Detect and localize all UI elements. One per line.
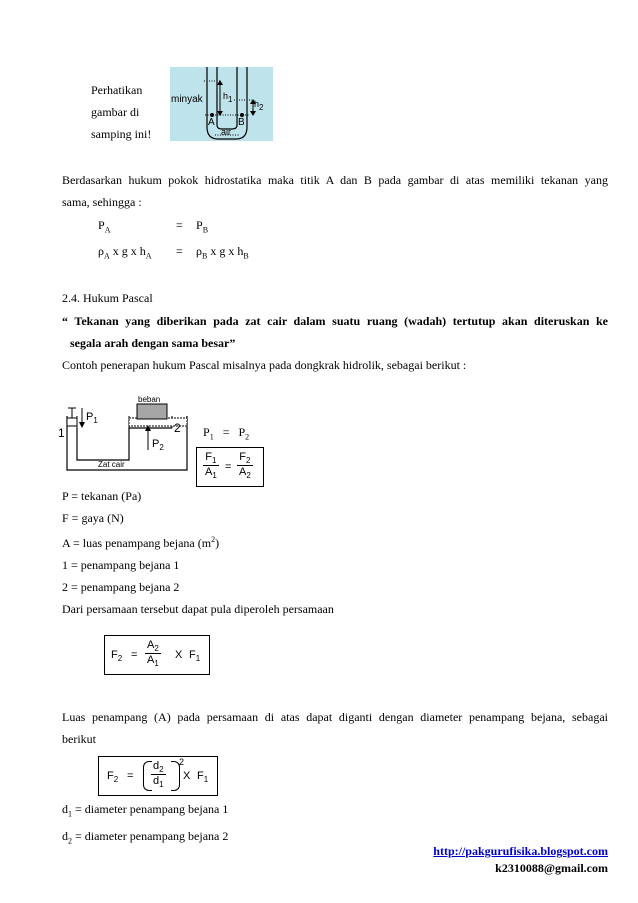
eq2-right-mid: x g x h bbox=[207, 244, 244, 258]
load-block bbox=[137, 404, 167, 419]
eq2-left-rho: ρ bbox=[98, 244, 104, 258]
frac-a2 bbox=[237, 466, 253, 480]
eq2-left-h-sub: A bbox=[145, 251, 152, 261]
fraction-f2-a2 bbox=[237, 451, 253, 480]
eq2-right-h-sub: B bbox=[243, 251, 249, 261]
eq1-left: P bbox=[98, 218, 105, 232]
frac-f2 bbox=[237, 451, 253, 466]
formula2-den-sub: 1 bbox=[159, 780, 164, 790]
equation-hydrostatic-right bbox=[196, 240, 249, 267]
pascal-quote-line-2: segala arah dengan sama besar” bbox=[70, 336, 236, 350]
label-a: A bbox=[208, 117, 215, 128]
formula2-eq: = bbox=[127, 770, 134, 782]
u-tube-figure bbox=[170, 67, 273, 141]
footer-url-link[interactable]: http://pakgurufisika.blogspot.com bbox=[433, 844, 608, 858]
formula1-lhs-sub: 2 bbox=[117, 654, 123, 664]
diameter-def-2-sub: 2 bbox=[68, 836, 72, 846]
formula2-num-sub: 2 bbox=[159, 765, 164, 775]
definition-a-text: A = luas penampang bejana (m bbox=[62, 536, 212, 550]
equation-hydrostatic-left bbox=[98, 240, 152, 267]
label-h2-sub: 2 bbox=[259, 102, 264, 112]
paragraph-hidrostatika bbox=[62, 169, 608, 191]
formula1-times: X bbox=[175, 649, 183, 661]
formula1-num bbox=[145, 639, 161, 654]
label-h2-text: h bbox=[254, 99, 260, 109]
formula1-num-text: A bbox=[147, 639, 155, 651]
label-p2-text: P bbox=[152, 438, 160, 450]
diameter-def-1-text: = diameter penampang bejana 1 bbox=[72, 802, 229, 816]
frac-a1-sub: 1 bbox=[212, 471, 217, 481]
diameter-def-1 bbox=[62, 798, 608, 825]
definition-a-after: ) bbox=[215, 536, 220, 550]
formula1-f bbox=[189, 649, 200, 663]
paragraph-hidrostatika-line-2-wrap bbox=[62, 191, 608, 213]
frac-a1 bbox=[203, 466, 219, 480]
formula2-lhs bbox=[107, 770, 118, 784]
definition-f: F = gaya (N) bbox=[62, 511, 124, 525]
eq1-right: P bbox=[196, 218, 203, 232]
intro-line-3: samping ini! bbox=[91, 127, 152, 141]
formula2-f-sub: 1 bbox=[203, 775, 209, 785]
eq1-left-sub: A bbox=[104, 225, 111, 235]
frac-f2-text: F bbox=[239, 451, 247, 463]
label-p2 bbox=[152, 438, 164, 452]
equation-pressure-eq: = bbox=[176, 218, 183, 232]
intro-text bbox=[91, 79, 151, 145]
formula-box-diameter bbox=[98, 756, 218, 796]
pascal-p1-sub: 1 bbox=[209, 432, 214, 442]
formula2-power: 2 bbox=[179, 757, 185, 767]
label-vessel-1: 1 bbox=[58, 426, 65, 440]
formula-box-area bbox=[104, 635, 210, 675]
frac-eq-sign: = bbox=[225, 461, 232, 473]
formula2-times: X bbox=[183, 770, 191, 782]
paragraph-diameter-line-2: berikut bbox=[62, 732, 96, 746]
formula2-num bbox=[151, 760, 166, 775]
pascal-example-text: Contoh penerapan hukum Pascal misalnya pada dongkrak hidrolik, sebagai berikut : bbox=[62, 358, 467, 372]
pascal-fraction-box bbox=[196, 447, 264, 487]
frac-f1-a1 bbox=[203, 451, 219, 480]
pascal-p2-sub: 2 bbox=[245, 432, 250, 442]
diameter-def-2-text: = diameter penampang bejana 2 bbox=[72, 829, 229, 844]
frac-f2-sub: 2 bbox=[246, 456, 251, 466]
formula1-lhs-text: F bbox=[111, 649, 118, 661]
fraction-f1-a1 bbox=[203, 451, 219, 480]
pascal-p2: P bbox=[238, 425, 246, 439]
paragraph-hidrostatika-line-2: sama, sehingga : bbox=[62, 195, 142, 209]
pascal-p1: P bbox=[203, 425, 210, 439]
label-h2 bbox=[254, 99, 263, 112]
label-beban: beban bbox=[138, 395, 161, 404]
label-vessel-2: 2 bbox=[174, 421, 181, 435]
formula2-den bbox=[151, 775, 166, 789]
diameter-def-1-sym: d bbox=[62, 802, 68, 816]
formula1-lhs bbox=[111, 649, 122, 663]
label-b: B bbox=[238, 117, 245, 128]
label-p1-sub: 1 bbox=[93, 416, 98, 426]
formula2-lhs-sub: 2 bbox=[113, 775, 119, 785]
formula1-eq: = bbox=[131, 649, 138, 661]
label-minyak: minyak bbox=[171, 94, 203, 105]
frac-a2-sub: 2 bbox=[246, 471, 251, 481]
formula1-fraction bbox=[145, 639, 161, 668]
label-h1-sub: 1 bbox=[228, 94, 233, 104]
label-air: air bbox=[221, 127, 232, 137]
paragraph-diameter-line-1: Luas penampang (A) pada persamaan di atas dapat diganti dengan diameter penampang bejana, sebagai bbox=[62, 710, 608, 724]
hydraulic-jack-drawing bbox=[58, 390, 198, 482]
definition-p: P = tekanan (Pa) bbox=[62, 489, 142, 503]
label-zat-cair: Zat cair bbox=[98, 460, 125, 469]
frac-f1-sub: 1 bbox=[212, 456, 217, 466]
label-p1-text: P bbox=[86, 411, 94, 423]
eq2-left-rho-sub: A bbox=[104, 251, 110, 261]
hydraulic-jack-figure bbox=[58, 390, 198, 482]
formula2-fraction bbox=[151, 760, 166, 789]
label-h1-text: h bbox=[223, 91, 229, 101]
formula2-lhs-text: F bbox=[107, 770, 114, 782]
label-p2-sub: 2 bbox=[159, 443, 164, 453]
equation-pressure-right bbox=[196, 214, 208, 241]
definition-1: 1 = penampang bejana 1 bbox=[62, 558, 180, 572]
pascal-quote-line-1: “ Tekanan yang diberikan pada zat cair dalam suatu ruang (wadah) tertutup akan diteruskan ke bbox=[62, 314, 608, 328]
formula2-num-text: d bbox=[153, 760, 160, 772]
formula1-den-text: A bbox=[147, 654, 155, 667]
pascal-equation-pressure bbox=[203, 425, 249, 441]
definition-2: 2 = penampang bejana 2 bbox=[62, 580, 180, 594]
diameter-def-1-sub: 1 bbox=[68, 809, 72, 819]
frac-a1-text: A bbox=[205, 466, 213, 479]
section-heading: 2.4. Hukum Pascal bbox=[62, 291, 153, 305]
label-p1 bbox=[86, 411, 98, 425]
formula1-f-text: F bbox=[189, 649, 196, 661]
pascal-eq-sign: = bbox=[222, 425, 230, 439]
formula2-f bbox=[197, 770, 208, 784]
frac-f1-text: F bbox=[205, 451, 213, 463]
frac-f1 bbox=[203, 451, 219, 466]
frac-f2-a2 bbox=[237, 451, 253, 480]
eq2-left-mid: x g x h bbox=[109, 244, 146, 258]
definition-a-sup: 2 bbox=[211, 535, 216, 544]
derivation-text: Dari persamaan tersebut dapat pula diperoleh persamaan bbox=[62, 602, 334, 616]
definition-a bbox=[62, 529, 608, 554]
footer-email: k2310088@gmail.com bbox=[495, 861, 608, 875]
definitions-list bbox=[62, 485, 608, 620]
eq2-right-rho-sub: B bbox=[202, 251, 208, 261]
intro-line-2: gambar di bbox=[91, 105, 140, 119]
footer bbox=[433, 843, 608, 877]
formula2-den-text: d bbox=[153, 775, 160, 788]
formula1-f-sub: 1 bbox=[195, 654, 201, 664]
eq1-right-sub: B bbox=[202, 225, 209, 235]
diameter-def-2-sym: d bbox=[62, 829, 68, 844]
formula1-den bbox=[145, 654, 161, 668]
formula1-num-sub: 2 bbox=[154, 644, 159, 654]
formula2-f-text: F bbox=[197, 770, 204, 782]
label-h1 bbox=[223, 91, 232, 104]
equation-pressure bbox=[98, 214, 110, 241]
formula1-den-sub: 1 bbox=[154, 659, 159, 669]
paragraph-hidrostatika-line-1: Berdasarkan hukum pokok hidrostatika maka titik A dan B pada gambar di atas memiliki tekanan yang bbox=[62, 173, 608, 187]
eq2-right-rho: ρ bbox=[196, 244, 202, 258]
frac-a2-text: A bbox=[239, 466, 247, 479]
intro-line-1: Perhatikan bbox=[91, 83, 143, 97]
equation-hydrostatic-eq: = bbox=[176, 244, 183, 258]
